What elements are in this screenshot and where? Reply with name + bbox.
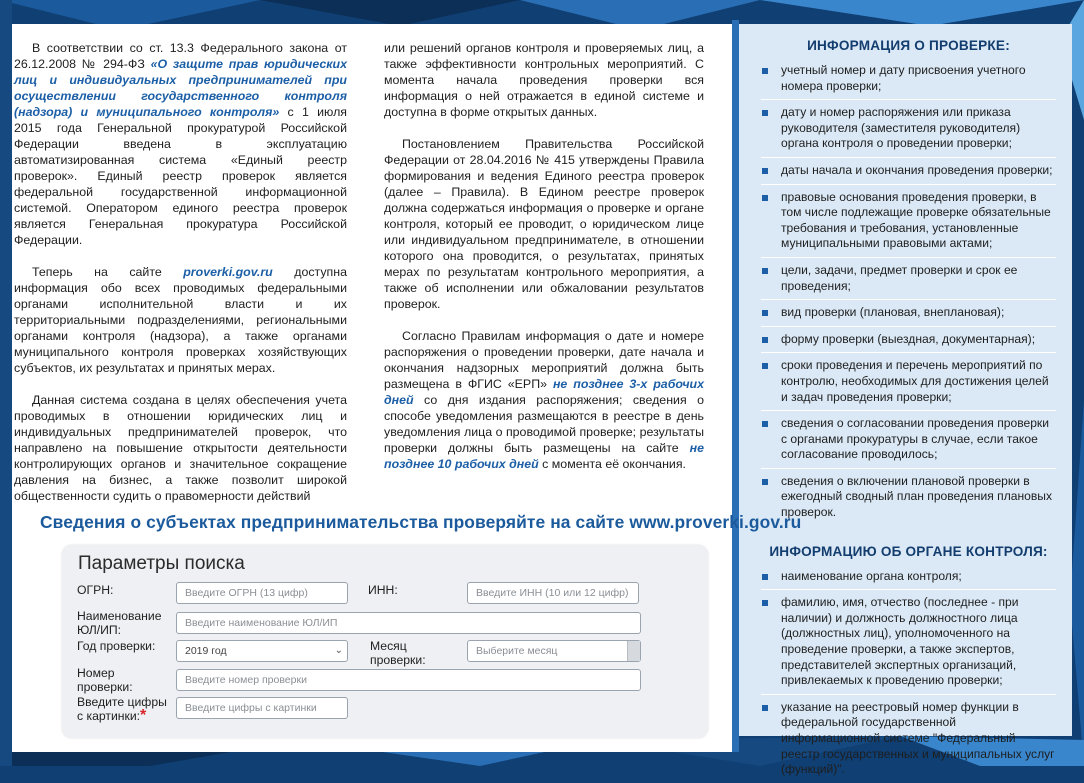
list-item bbox=[761, 263, 1056, 300]
square-bullet-icon bbox=[762, 363, 768, 369]
text-column-1 bbox=[14, 40, 347, 520]
list-item-text: сроки проведения и перечень мероприятий по контролю, необходимых для достижения целей и задач проведения проверки; bbox=[781, 358, 1049, 404]
number-label: Номер проверки: bbox=[77, 666, 133, 694]
square-bullet-icon bbox=[762, 600, 768, 606]
list-item-text: учетный номер и дату присвоения учетного номера проверки; bbox=[781, 63, 1026, 93]
paragraph: Постановлением Правительства Российской Федерации от 28.04.2016 № 415 утверждены Правила формирования и ведения Единого реестра проверок (далее – Правила). В Едином реестре проверок должна содержаться информация о проверке и органе контроля, который ее проводит, о юридическом лице или индивидуальном предпринимателе, в отношении которого она проводится, о результатах, принятых мерах по результатам контрольного мероприятия, а также об исполнении или обжаловании результатов проверок. bbox=[384, 137, 704, 311]
paragraph: В соответствии со ст. 13.3 Федерального закона от 26.12.2008 № 294-ФЗ «О защите прав юридических лиц и индивидуальных предпринимателей при осуществлении государственного контроля (надзора) и муниципального контроля» с 1 июля 2015 года Генеральной прокуратурой Российской Федерации введена в эксплуатацию автоматизированная система «Единый реестр проверок». Единый реестр проверок является федеральной государственной информационной системой. Оператором единого реестра проверок является Генеральная прокуратура Российской Федерации. bbox=[14, 41, 348, 247]
paragraph: или решений органов контроля и проверяемых лиц, а также эффективности контрольных мероприятий. С момента начала проведения проверки вся информация о ней отражается в единой системе и доступна в форме открытых данных. bbox=[384, 41, 704, 119]
control-body-info-list bbox=[761, 569, 1056, 783]
list-item-text: сведения о включении плановой проверки в ежегодный сводный план проведения плановых проверок. bbox=[781, 473, 1053, 520]
section-title: ИНФОРМАЦИЯ О ПРОВЕРКЕ: bbox=[807, 38, 1010, 53]
number-input[interactable]: Введите номер проверки bbox=[176, 669, 641, 691]
inn-input[interactable]: Введите ИНН (10 или 12 цифр) bbox=[467, 582, 639, 604]
deadline-highlight: не позднее 3-х рабочих дней bbox=[384, 377, 705, 407]
list-item bbox=[761, 595, 1056, 695]
square-bullet-icon bbox=[762, 195, 768, 201]
name-label: Наименование ЮЛ/ИП: bbox=[77, 609, 162, 637]
section-title: ИНФОРМАЦИЮ ОБ ОРГАНЕ КОНТРОЛЯ: bbox=[769, 543, 1048, 559]
captcha-label: Введите цифры с картинки:* bbox=[77, 695, 167, 724]
list-item-text: наименование органа контроля; bbox=[781, 568, 962, 583]
square-bullet-icon bbox=[762, 268, 768, 274]
square-bullet-icon bbox=[762, 68, 768, 74]
list-item-text: сведения о согласовании проведения проверки с органами прокуратуры в случае, если такое согласование проводилось; bbox=[781, 416, 1049, 462]
year-label: Год проверки: bbox=[77, 639, 156, 653]
list-item bbox=[761, 105, 1056, 158]
list-item bbox=[761, 700, 1056, 783]
list-item bbox=[761, 416, 1056, 469]
square-bullet-icon bbox=[762, 310, 768, 316]
list-item-text: фамилию, имя, отчество (последнее - при наличии) и должность должностного лица (должностных лиц), уполномоченного на проведение проверки, а также экспертов, представителей экспертных организаций, привлекаемых к проведению проверки; bbox=[781, 595, 1019, 688]
list-item bbox=[761, 474, 1056, 526]
paragraph: Данная система создана в целях обеспечения учета проводимых в отношении юридических лиц и индивидуальных предпринимателей проверок, что направлено на повышение открытости деятельности контролирующих органов и значительное сокращение давления на бизнес, а также позволит широкой общественности судить о правомерности действий bbox=[14, 393, 347, 503]
month-label: Месяц проверки: bbox=[370, 639, 426, 667]
list-item bbox=[761, 163, 1056, 185]
list-item bbox=[761, 358, 1056, 411]
year-select-value: 2019 год bbox=[185, 645, 227, 657]
chevron-down-icon: ⌄ bbox=[334, 645, 343, 656]
list-item-text: вид проверки (плановая, внеплановая); bbox=[781, 305, 1005, 320]
month-select-placeholder: Выберите месяц bbox=[476, 645, 558, 657]
list-item bbox=[761, 569, 1056, 591]
list-item-text: форму проверки (выездная, документарная); bbox=[781, 331, 1036, 346]
list-item-text: правовые основания проведения проверки, в том числе подлежащие проверке обязательные требования и требования, установленные муниципальными правовыми актами; bbox=[781, 189, 1051, 251]
list-item bbox=[761, 190, 1056, 258]
inspection-info-list bbox=[761, 63, 1056, 526]
square-bullet-icon bbox=[762, 574, 768, 580]
paragraph: Согласно Правилам информация о дате и номере распоряжения о проведении проверки, дате начала и окончания надзорных мероприятий должна быть размещена в ФГИС «ЕРП» не позднее 3-х рабочих дней со дня издания распоряжения; сведения о способе уведомления размещаются в реестре в день уведомления лица о проводимой проверке; результаты проверки должны быть размещены на сайте не позднее 10 рабочих дней с момента её окончания. bbox=[384, 329, 705, 471]
info-sidebar bbox=[739, 24, 1072, 777]
dropdown-button[interactable] bbox=[627, 641, 640, 661]
inn-label: ИНН: bbox=[368, 583, 398, 597]
list-item bbox=[761, 332, 1056, 354]
search-form-title: Параметры поиска bbox=[78, 553, 245, 574]
month-select[interactable] bbox=[467, 640, 641, 662]
search-form-panel bbox=[62, 545, 708, 738]
list-item-text: дату и номер распоряжения или приказа руководителя (заместителя руководителя) органа контроля о проведении проверки; bbox=[781, 105, 1021, 151]
site-banner: Сведения о субъектах предпринимательства проверяйте на сайте www.proverki.gov.ru bbox=[40, 512, 802, 532]
deadline-highlight: не позднее 10 рабочих дней bbox=[384, 441, 704, 471]
square-bullet-icon bbox=[762, 110, 768, 116]
list-item-text: даты начала и окончания проведения проверки; bbox=[781, 162, 1053, 177]
list-item bbox=[761, 63, 1056, 100]
ogrn-label: ОГРН: bbox=[77, 583, 114, 597]
square-bullet-icon bbox=[762, 337, 768, 343]
list-item-text: указание на реестровый номер функции в федеральной государственной информационной системе "Федеральный реестр государственных и муниципальных услуг (функций)". bbox=[781, 699, 1055, 777]
square-bullet-icon bbox=[762, 479, 768, 485]
ogrn-input[interactable]: Введите ОГРН (13 цифр) bbox=[176, 582, 348, 604]
required-star-icon: * bbox=[140, 707, 147, 724]
list-item bbox=[761, 305, 1056, 327]
captcha-input[interactable]: Введите цифры с картинки bbox=[176, 697, 348, 719]
square-bullet-icon bbox=[762, 705, 768, 711]
name-input[interactable]: Введите наименование ЮЛ/ИП bbox=[176, 612, 641, 634]
square-bullet-icon bbox=[762, 421, 768, 427]
site-highlight: proverki.gov.ru bbox=[183, 265, 273, 279]
year-select[interactable] bbox=[176, 640, 348, 662]
square-bullet-icon bbox=[762, 168, 768, 174]
text-column-2 bbox=[384, 40, 704, 488]
list-item-text: цели, задачи, предмет проверки и срок ее проведения; bbox=[781, 262, 1018, 293]
paragraph: Теперь на сайте proverki.gov.ru доступна информация обо всех проводимых федеральными органами исполнительной власти и их территориальными подразделениями, региональными органами контроля (надзора), а также органами муниципального контроля проверках хозяйствующих субъектов, их результатах и принятых мерах. bbox=[14, 265, 347, 375]
law-title-highlight: «О защите прав юридических лиц и индивидуальных предпринимателей при осуществлении государственного контроля (надзора) и муниципального контроля» bbox=[14, 57, 347, 119]
